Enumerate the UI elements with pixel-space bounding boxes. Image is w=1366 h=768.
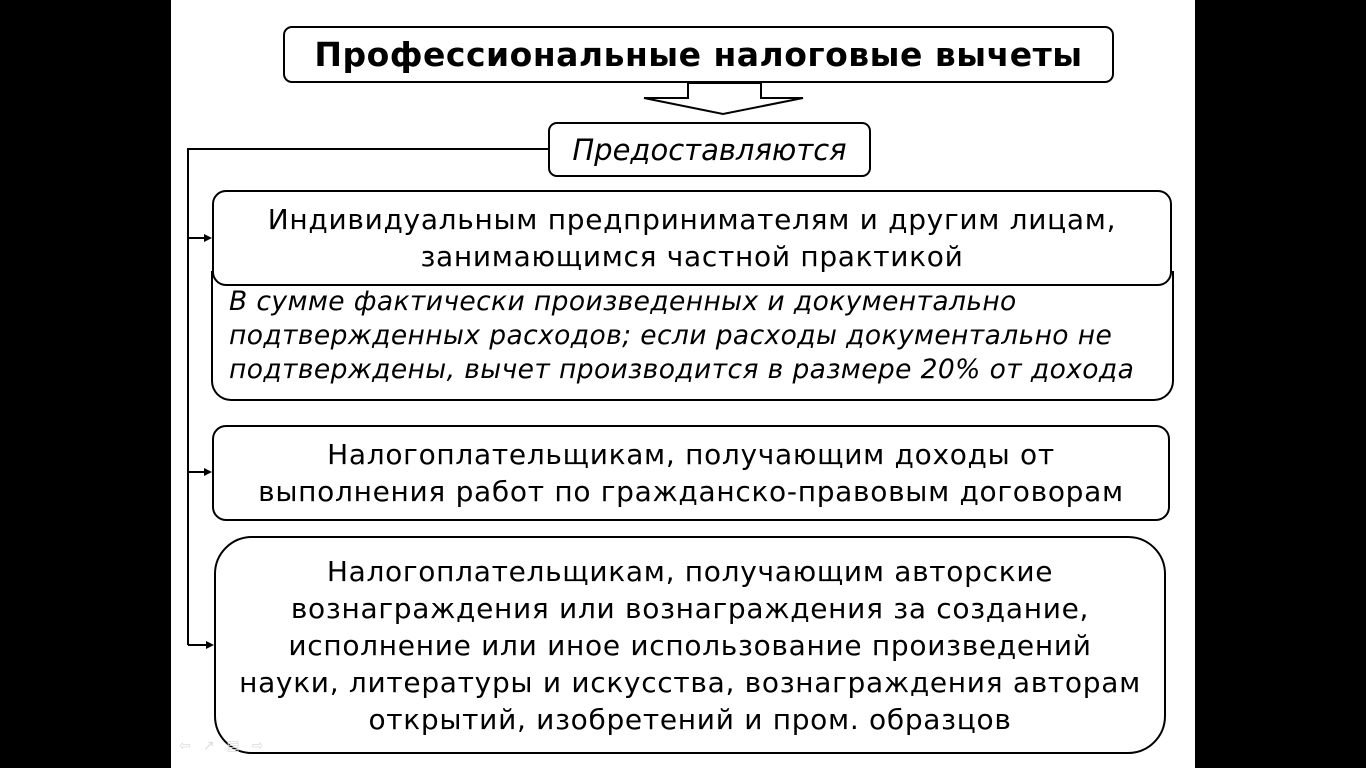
- diagram-title-text: Профессиональные налоговые вычеты: [314, 35, 1083, 74]
- recipient-ip-text: Индивидуальным предпринимателям и другим лицам, занимающимся частной практикой: [267, 203, 1117, 273]
- back-arrow-icon[interactable]: ⇦: [179, 738, 191, 754]
- recipient-box-civil-contracts: [212, 425, 1170, 521]
- arrowhead-2: [204, 468, 212, 476]
- slide-navigation: [179, 738, 263, 756]
- ip-detail-text: В сумме фактически произведенных и документально подтвержденных расходов; если расходы документально не подтверждены, вычет производится в размере 20% от дохода: [229, 286, 1135, 385]
- recipient-authors-text: Налогоплательщикам, получающим авторские вознаграждения или вознаграждения за создание, исполнение или иное использование произведений науки, литературы и искусства, вознаграждения авторам открытий, изобретений и пром. образцов: [239, 554, 1141, 736]
- ip-detail-box: [211, 271, 1174, 401]
- menu-icon[interactable]: ▤: [226, 738, 240, 754]
- provided-text: Предоставляются: [572, 132, 847, 167]
- provided-box: [548, 122, 871, 177]
- arrowhead-3: [206, 641, 214, 649]
- recipient-box-ip: [212, 190, 1172, 286]
- forward-arrow-icon[interactable]: ↗: [202, 738, 215, 754]
- recipient-box-authors: [214, 536, 1166, 754]
- slide-icon[interactable]: ⇨: [251, 738, 264, 754]
- recipient-civil-text: Налогоплательщикам, получающим доходы от выполнения работ по гражданско-правовым договорам: [258, 438, 1124, 508]
- slide: [171, 0, 1195, 768]
- down-arrow: [644, 83, 803, 114]
- diagram-title: [283, 26, 1114, 83]
- arrowhead-1: [204, 234, 212, 242]
